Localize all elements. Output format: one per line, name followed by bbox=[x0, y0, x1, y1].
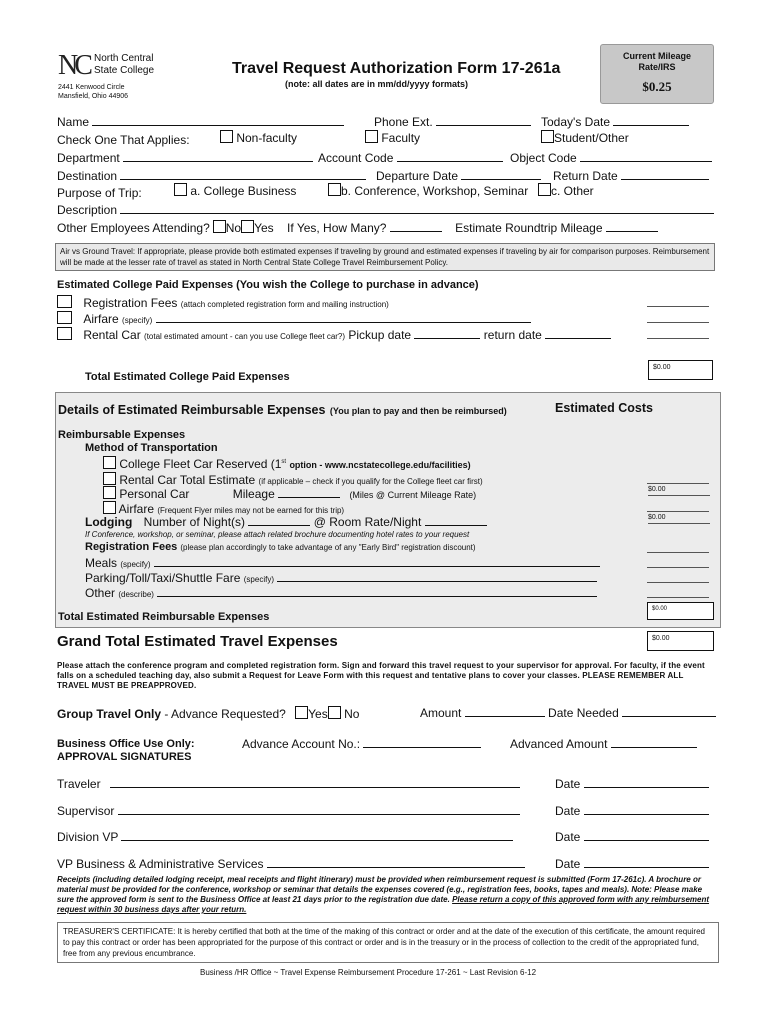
today-field[interactable] bbox=[613, 115, 689, 126]
personal-car-checkbox[interactable] bbox=[103, 486, 116, 499]
college-reg-fees-row bbox=[57, 295, 389, 310]
meals-label: Meals bbox=[85, 556, 118, 570]
vp-business-date-field[interactable] bbox=[584, 857, 709, 868]
advanced-amount-field[interactable] bbox=[611, 737, 697, 748]
today-row bbox=[541, 115, 689, 129]
signature-role: VP Business & Administrative Services bbox=[57, 857, 264, 871]
meals-row bbox=[85, 556, 600, 570]
form-subtitle: (note: all dates are in mm/dd/yyyy formats) bbox=[285, 79, 469, 89]
amount-field[interactable] bbox=[465, 706, 545, 717]
purpose-b-checkbox[interactable] bbox=[328, 183, 341, 196]
college-reg-fees-note: (attach completed registration form and mailing instruction) bbox=[180, 300, 389, 309]
rental-total-label: Rental Car Total Estimate bbox=[119, 473, 256, 487]
lodging-row bbox=[85, 515, 487, 529]
destination-label: Destination bbox=[57, 169, 118, 183]
reimb-reg-fees-note: (please plan accordingly to take advantage of any "Early Bird" registration discount) bbox=[180, 543, 476, 552]
destination-row bbox=[57, 169, 366, 183]
parking-amount[interactable] bbox=[647, 582, 709, 583]
today-label: Today's Date bbox=[541, 115, 610, 129]
college-reg-fees-checkbox[interactable] bbox=[57, 295, 72, 308]
meals-note: (specify) bbox=[120, 560, 151, 569]
supervisor-signature-field[interactable] bbox=[118, 804, 520, 815]
advance-account-field[interactable] bbox=[363, 737, 481, 748]
meals-field[interactable] bbox=[154, 556, 600, 567]
mileage-value: $0.00 bbox=[648, 486, 710, 496]
parking-row bbox=[85, 571, 597, 585]
reimbursable-expenses-label: Reimbursable Expenses bbox=[58, 429, 186, 441]
grand-total-value: $0.00 bbox=[647, 631, 714, 651]
faculty-label: Faculty bbox=[381, 131, 421, 145]
receipts-return-text: Please return a copy of this approved form with any reimbursement request within 30 business days after your return. bbox=[57, 895, 710, 914]
college-reg-fees-amount[interactable] bbox=[647, 306, 709, 307]
purpose-label: Purpose of Trip: bbox=[57, 186, 142, 200]
signature-date-label: Date bbox=[555, 777, 581, 791]
amount-row bbox=[420, 706, 716, 720]
receipts-text: Receipts (including detailed lodging receipt, meal receipts and flight itinerary) must be provided when reimbursement request is submitted (Form 17-261c). A brochure or material must be provided for the conference, workshop or seminar that details the expenses covered (e.g., registration fees, books, tapes and meals). Note: Please make sure the approved form is sent to the Business Office at least 21 days prior to the registration due date. bbox=[57, 875, 703, 904]
signature-date-supervisor bbox=[555, 804, 709, 818]
rental-total-note: (if applicable – check if you qualify for the College fleet car first) bbox=[258, 477, 483, 486]
mileage-rate-box bbox=[600, 44, 714, 104]
signature-date-division-vp bbox=[555, 830, 709, 844]
reimb-airfare-label: Airfare bbox=[118, 502, 155, 516]
personal-car-label: Personal Car bbox=[119, 487, 190, 501]
other-note: (describe) bbox=[118, 590, 154, 599]
air-vs-ground-notice: Air vs Ground Travel: If appropriate, please provide both estimated expenses if traveling by ground and estimated expenses if traveling by air for comparison purposes. Reimbursement will be made at the lesser rate of travel as stated in North Central State College Travel Reimbursement Policy. bbox=[55, 243, 715, 271]
signature-row-vp-business bbox=[57, 857, 525, 871]
pickup-label: Pickup date bbox=[348, 328, 412, 342]
reimb-airfare-amount[interactable] bbox=[647, 511, 709, 512]
reimb-airfare-note: (Frequent Flyer miles may not be earned for this trip) bbox=[157, 506, 345, 515]
mileage-rate-value: $0.25 bbox=[642, 79, 672, 94]
faculty-option bbox=[365, 130, 420, 145]
rental-total-amount[interactable] bbox=[647, 483, 709, 484]
reimb-reg-fees-label: Registration Fees bbox=[85, 541, 178, 553]
student-checkbox[interactable] bbox=[541, 130, 554, 143]
signature-row-traveler bbox=[57, 777, 520, 791]
faculty-checkbox[interactable] bbox=[365, 130, 378, 143]
parking-note: (specify) bbox=[243, 575, 274, 584]
reimb-total-label: Total Estimated Reimbursable Expenses bbox=[58, 611, 270, 623]
return-label: Return Date bbox=[553, 169, 618, 183]
reimb-airfare-checkbox[interactable] bbox=[103, 501, 116, 514]
departure-label: Departure Date bbox=[376, 169, 459, 183]
signature-date-traveler bbox=[555, 777, 709, 791]
treasurer-certificate: TREASURER'S CERTIFICATE: It is hereby certified that both at the time of the making of this contract or order and at the date of the execution of this certificate, the amount required to pay this contract or order has been appropriated for the purpose of this contract or order and is in the treasury or in the process of collection to the credit of the appropriated fund, free from any previous encumbrance. bbox=[57, 922, 719, 963]
college-airfare-field[interactable] bbox=[156, 312, 531, 323]
other-amount[interactable] bbox=[647, 597, 709, 598]
signature-date-vp-business bbox=[555, 857, 709, 871]
signature-date-label: Date bbox=[555, 804, 581, 818]
form-title: Travel Request Authorization Form 17-261a bbox=[232, 60, 561, 77]
logo-name-line2: State College bbox=[94, 65, 155, 76]
personal-car-row bbox=[103, 486, 476, 501]
fleet-car-label: College Fleet Car Reserved (1st option - www.ncstatecollege.edu/facilities) bbox=[119, 457, 471, 471]
method-transport-label: Method of Transportation bbox=[85, 442, 218, 454]
advance-no-checkbox[interactable] bbox=[328, 706, 341, 719]
signature-role: Division VP bbox=[57, 830, 119, 844]
room-rate-field[interactable] bbox=[425, 515, 487, 526]
advance-account-row bbox=[242, 737, 481, 751]
advanced-amount-label: Advanced Amount bbox=[510, 737, 608, 751]
reimb-heading-note: (You plan to pay and then be reimbursed) bbox=[329, 406, 507, 416]
purpose-c-checkbox[interactable] bbox=[538, 183, 551, 196]
student-label: Student/Other bbox=[554, 131, 629, 145]
fleet-car-row bbox=[103, 456, 471, 471]
other-employees-yes-label: Yes bbox=[254, 221, 274, 235]
conference-note: If Conference, workshop, or seminar, please attach related brochure documenting hotel rates to your request bbox=[85, 530, 470, 539]
signature-date-label: Date bbox=[555, 857, 581, 871]
advance-requested-label: - Advance Requested? bbox=[164, 707, 286, 721]
check-one-label: Check One That Applies: bbox=[57, 133, 190, 147]
other-employees-yes-checkbox[interactable] bbox=[241, 220, 254, 233]
signature-date-label: Date bbox=[555, 830, 581, 844]
reimb-airfare-row bbox=[103, 501, 344, 516]
amount-label: Amount bbox=[420, 706, 462, 720]
logo-initials: NC bbox=[58, 50, 89, 81]
reimb-reg-fees-amount[interactable] bbox=[647, 552, 709, 553]
grand-total-label: Grand Total Estimated Travel Expenses bbox=[57, 633, 338, 650]
department-field[interactable] bbox=[123, 151, 313, 162]
college-return-label: return date bbox=[483, 328, 542, 342]
roundtrip-label: Estimate Roundtrip Mileage bbox=[455, 221, 603, 235]
return-field[interactable] bbox=[621, 169, 709, 180]
signature-row-supervisor bbox=[57, 804, 520, 818]
how-many-label: If Yes, How Many? bbox=[287, 221, 387, 235]
student-option bbox=[541, 130, 629, 145]
name-label: Name bbox=[57, 115, 90, 129]
department-row bbox=[57, 151, 313, 165]
departure-field[interactable] bbox=[461, 169, 541, 180]
reimb-heading-row bbox=[58, 401, 507, 419]
meals-amount[interactable] bbox=[647, 567, 709, 568]
object-code-label: Object Code bbox=[510, 151, 577, 165]
description-field[interactable] bbox=[120, 203, 714, 214]
pickup-field[interactable] bbox=[414, 328, 480, 339]
purpose-c-option bbox=[538, 183, 594, 198]
purpose-a-checkbox[interactable] bbox=[174, 183, 187, 196]
account-code-field[interactable] bbox=[397, 151, 503, 162]
other-label: Other bbox=[85, 586, 116, 600]
department-label: Department bbox=[57, 151, 120, 165]
college-rental-checkbox[interactable] bbox=[57, 327, 72, 340]
room-rate-label: @ Room Rate/Night bbox=[313, 515, 422, 529]
instructions-text: Please attach the conference program and completed registration form. Sign and forward this travel request to your supervisor for approval. For faculty, if the event falls on a scheduled teaching day, also submit a Request for Leave Form with this request and tentative plans to cover your classes. PLEASE REMEMBER ALL TRAVEL MUST BE PREAPPROVED. bbox=[57, 661, 705, 690]
college-paid-heading: Estimated College Paid Expenses (You wish the College to purchase in advance) bbox=[57, 279, 479, 291]
object-code-row bbox=[510, 151, 712, 165]
address-line1: 2441 Kenwood Circle bbox=[58, 84, 125, 91]
purpose-a-label: a. College Business bbox=[190, 184, 297, 198]
reimb-reg-fees-row bbox=[85, 541, 476, 553]
purpose-b-option bbox=[328, 183, 528, 198]
rental-total-checkbox[interactable] bbox=[103, 472, 116, 485]
signature-role: Supervisor bbox=[57, 804, 115, 818]
other-employees-no-label: No bbox=[225, 221, 242, 235]
nonfaculty-label: Non-faculty bbox=[236, 131, 298, 145]
business-office-label: Business Office Use Only: bbox=[57, 738, 195, 750]
mileage-field[interactable] bbox=[278, 487, 340, 498]
reimb-total-value: $0.00 bbox=[647, 602, 714, 620]
signature-role: Traveler bbox=[57, 777, 101, 791]
nonfaculty-option bbox=[220, 130, 297, 145]
college-rental-amount[interactable] bbox=[647, 338, 709, 339]
approval-signatures-label: APPROVAL SIGNATURES bbox=[57, 751, 192, 763]
footer-text: Business /HR Office ~ Travel Expense Reimbursement Procedure 17-261 ~ Last Revision 6-12 bbox=[200, 968, 537, 977]
division-vp-signature-field[interactable] bbox=[121, 830, 513, 841]
purpose-b-label: b. Conference, Workshop, Seminar bbox=[341, 184, 529, 198]
advance-account-label: Advance Account No.: bbox=[242, 737, 361, 751]
vp-business-signature-field[interactable] bbox=[267, 857, 525, 868]
phone-label: Phone Ext. bbox=[374, 115, 433, 129]
account-code-row bbox=[318, 151, 503, 165]
traveler-date-field[interactable] bbox=[584, 777, 709, 788]
address-line2: Mansfield, Ohio 44906 bbox=[58, 93, 129, 100]
traveler-signature-field[interactable] bbox=[110, 777, 520, 788]
other-employees-label: Other Employees Attending? bbox=[57, 221, 210, 235]
phone-row bbox=[374, 115, 531, 129]
parking-label: Parking/Toll/Taxi/Shuttle Fare bbox=[85, 571, 241, 585]
advance-no-label: No bbox=[344, 707, 360, 721]
college-total-label: Total Estimated College Paid Expenses bbox=[85, 371, 290, 383]
logo-name-line1: North Central bbox=[94, 53, 154, 64]
estimated-costs-heading: Estimated Costs bbox=[555, 401, 653, 415]
other-field[interactable] bbox=[157, 586, 597, 597]
purpose-c-label: c. Other bbox=[551, 184, 594, 198]
college-total-value: $0.00 bbox=[648, 360, 713, 380]
other-row bbox=[85, 586, 597, 600]
account-code-label: Account Code bbox=[318, 151, 394, 165]
mileage-note: (Miles @ Current Mileage Rate) bbox=[349, 490, 477, 500]
name-field[interactable] bbox=[92, 115, 344, 126]
nonfaculty-checkbox[interactable] bbox=[220, 130, 233, 143]
return-row bbox=[553, 169, 709, 183]
rental-total-row bbox=[103, 472, 483, 487]
fleet-car-checkbox[interactable] bbox=[103, 456, 116, 469]
college-return-field[interactable] bbox=[545, 328, 611, 339]
college-airfare-checkbox[interactable] bbox=[57, 311, 72, 324]
mileage-label: Mileage bbox=[232, 487, 275, 501]
departure-row bbox=[376, 169, 541, 183]
group-travel-label: Group Travel Only bbox=[57, 707, 162, 721]
other-employees-no-checkbox[interactable] bbox=[213, 220, 226, 233]
college-airfare-label: Airfare bbox=[83, 312, 119, 326]
advance-yes-checkbox[interactable] bbox=[295, 706, 308, 719]
phone-field[interactable] bbox=[436, 115, 531, 126]
advanced-amount-row bbox=[510, 737, 697, 751]
reimb-heading: Details of Estimated Reimbursable Expenses bbox=[58, 403, 326, 417]
division-vp-date-field[interactable] bbox=[584, 830, 709, 841]
date-needed-label: Date Needed bbox=[548, 706, 619, 720]
object-code-field[interactable] bbox=[580, 151, 712, 162]
nights-field[interactable] bbox=[248, 515, 310, 526]
roundtrip-field[interactable] bbox=[606, 221, 658, 232]
college-rental-row bbox=[57, 327, 611, 342]
college-rental-note: (total estimated amount - can you use College fleet car?) bbox=[144, 332, 346, 341]
receipts-note bbox=[57, 875, 715, 915]
nights-label: Number of Night(s) bbox=[143, 515, 246, 529]
college-airfare-row bbox=[57, 311, 531, 326]
advance-yes-label: Yes bbox=[308, 707, 328, 721]
date-needed-field[interactable] bbox=[622, 706, 716, 717]
college-address bbox=[58, 83, 128, 101]
mileage-rate-label: Current Mileage Rate/IRS bbox=[622, 51, 691, 72]
group-travel-row bbox=[57, 706, 359, 721]
lodging-value: $0.00 bbox=[648, 514, 710, 524]
description-row bbox=[57, 203, 714, 217]
lodging-label: Lodging bbox=[85, 515, 133, 529]
how-many-field[interactable] bbox=[390, 221, 442, 232]
parking-field[interactable] bbox=[277, 571, 597, 582]
other-employees-row bbox=[57, 220, 658, 235]
signature-row-division-vp bbox=[57, 830, 513, 844]
college-airfare-note: (specify) bbox=[122, 316, 153, 325]
college-airfare-amount[interactable] bbox=[647, 322, 709, 323]
supervisor-date-field[interactable] bbox=[584, 804, 709, 815]
college-rental-label: Rental Car bbox=[83, 328, 141, 342]
college-reg-fees-label: Registration Fees bbox=[83, 296, 178, 310]
description-label: Description bbox=[57, 203, 118, 217]
purpose-a-option bbox=[174, 183, 296, 198]
destination-field[interactable] bbox=[120, 169, 366, 180]
name-row bbox=[57, 115, 344, 129]
